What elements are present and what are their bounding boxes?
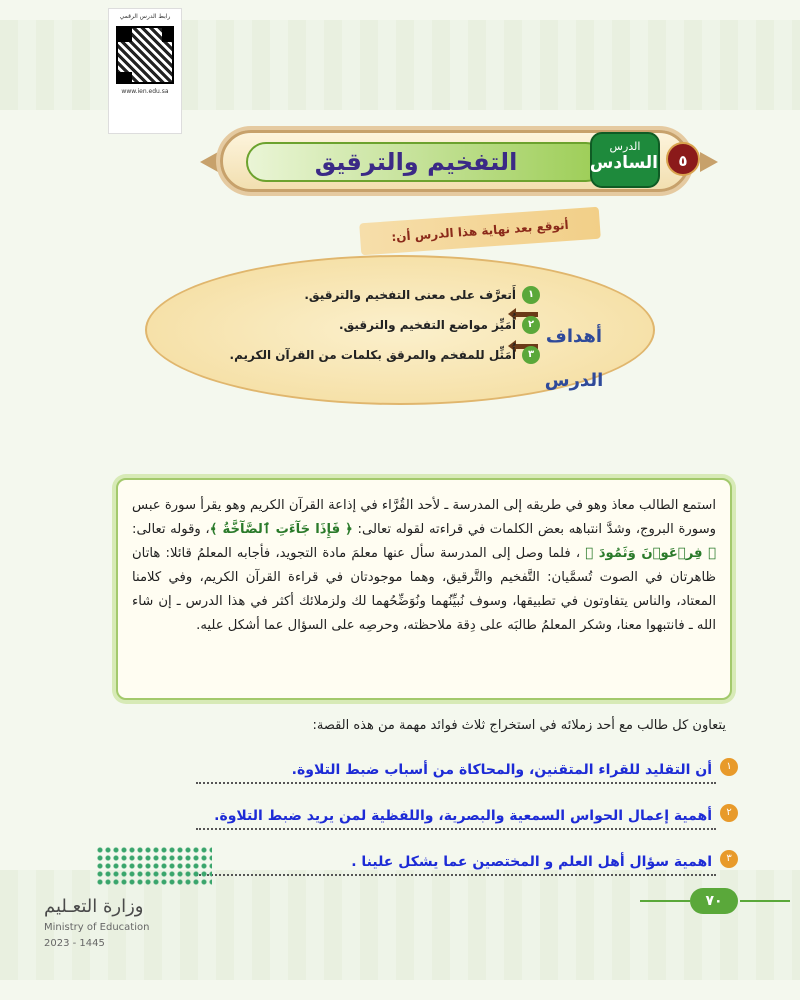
- lesson-title: التفخيم والترقيق: [314, 148, 518, 176]
- lesson-badge: [590, 132, 660, 188]
- ministry-logo-icon: [96, 846, 212, 886]
- answer-number: ١: [720, 758, 738, 776]
- answer-line[interactable]: [196, 744, 732, 784]
- story-part-2: ، وقوله تعالى:: [132, 522, 210, 537]
- story-box: [116, 478, 732, 700]
- objective-text: أَتعرَّف على معنى التفخيم والترقيق.: [304, 288, 516, 302]
- objective-number: ٣: [522, 346, 540, 364]
- qr-label: رابط الدرس الرقمي: [119, 13, 171, 20]
- page-number-line: [640, 900, 690, 902]
- answer-number: ٢: [720, 804, 738, 822]
- quran-verse-2: ﴿ فِرۡعَوۡنَ وَثَمُودَ ﴾: [585, 546, 717, 561]
- objective-item: [200, 280, 540, 310]
- story-part-1: استمع الطالب معاذ وهو في طريقه إلى المدرسة ـ لأحد القُرَّاء في إذاعة القرآن الكريم وهو يقرأ سورة عبس وسورة البروج، وشدَّ انتباهه بعض الكلمات في قراءته لقوله تعالى:: [132, 498, 716, 537]
- ministry-name-english: Ministry of Education: [44, 922, 150, 933]
- quran-verse-1: ﴿ فَإِذَا جَآءَتِ ٱلصَّآخَّةُ ﴾: [209, 522, 353, 537]
- objective-item: [200, 340, 540, 370]
- page-number: ٧٠: [690, 888, 738, 914]
- objectives-label: أهداف الدرس: [544, 326, 604, 391]
- lesson-badge-top: الدرس: [609, 140, 641, 153]
- objective-text: أُمَثِّل للمفخم والمرقق بكلمات من القرآن الكريم.: [229, 348, 516, 362]
- edition-year: 2023 - 1445: [44, 938, 105, 949]
- lesson-number: ٥: [666, 142, 700, 176]
- objective-text: أُمَيِّز مواضع التفخيم والترقيق.: [339, 318, 516, 332]
- banner-left-ornament: [200, 152, 218, 172]
- qr-url[interactable]: www.ien.edu.sa: [121, 88, 169, 95]
- objective-item: [200, 310, 540, 340]
- qr-code-icon[interactable]: [116, 26, 174, 84]
- objectives-header: أتوقع بعد نهاية هذا الدرس أن:: [359, 207, 601, 256]
- lesson-banner: [200, 112, 720, 208]
- story-part-3: ، فلما وصل إلى المدرسة سأل عنها معلمَ مادة التجويد، فأجابه المعلمُ قائلا: هاتان ظاهرتان في الصوت تُسمَّيان: التَّفخيم والتَّرقيق، وهما موجودتان في قراءة القرآن الكريم، وفي كلامنا المعتاد، والناس يتفاوتون في تطبيقها، وسوف نُبيِّنُهما ونُوَضِّحُهما لك ولزملائك أكثر في هذا الدرس ـ إن شاء الله ـ فانتبهوا معنا، وشكر المعلمُ طالبَه على دِقة ملاحظته، وحرصِه على السؤال عما أشكل عليه.: [132, 546, 716, 633]
- answer-line[interactable]: [196, 836, 732, 876]
- banner-right-ornament: [700, 152, 718, 172]
- objective-number: ٢: [522, 316, 540, 334]
- lesson-badge-bottom: السادس: [589, 153, 658, 173]
- answers-list: [196, 744, 732, 882]
- objective-number: ١: [522, 286, 540, 304]
- qr-code-panel[interactable]: [108, 8, 182, 134]
- ministry-name-arabic: وزارة التعـليم: [44, 896, 144, 917]
- answer-number: ٣: [720, 850, 738, 868]
- answer-line[interactable]: [196, 790, 732, 830]
- page-number-line: [740, 900, 790, 902]
- story-paragraph: [132, 494, 716, 638]
- objectives-list: [200, 280, 540, 370]
- answer-text[interactable]: أهمية إعمال الحواس السمعية والبصرية، واللفظية لمن يريد ضبط التلاوة.: [214, 808, 712, 824]
- answer-text[interactable]: اهمية سؤال أهل العلم و المختصين عما يشكل علينا .: [351, 854, 712, 870]
- answer-text[interactable]: أن التقليد للقراء المتقنين، والمحاكاة من أسباب ضبط التلاوة.: [291, 762, 712, 778]
- activity-instruction: يتعاون كل طالب مع أحد زملائه في استخراج ثلاث فوائد مهمة من هذه القصة:: [312, 718, 726, 733]
